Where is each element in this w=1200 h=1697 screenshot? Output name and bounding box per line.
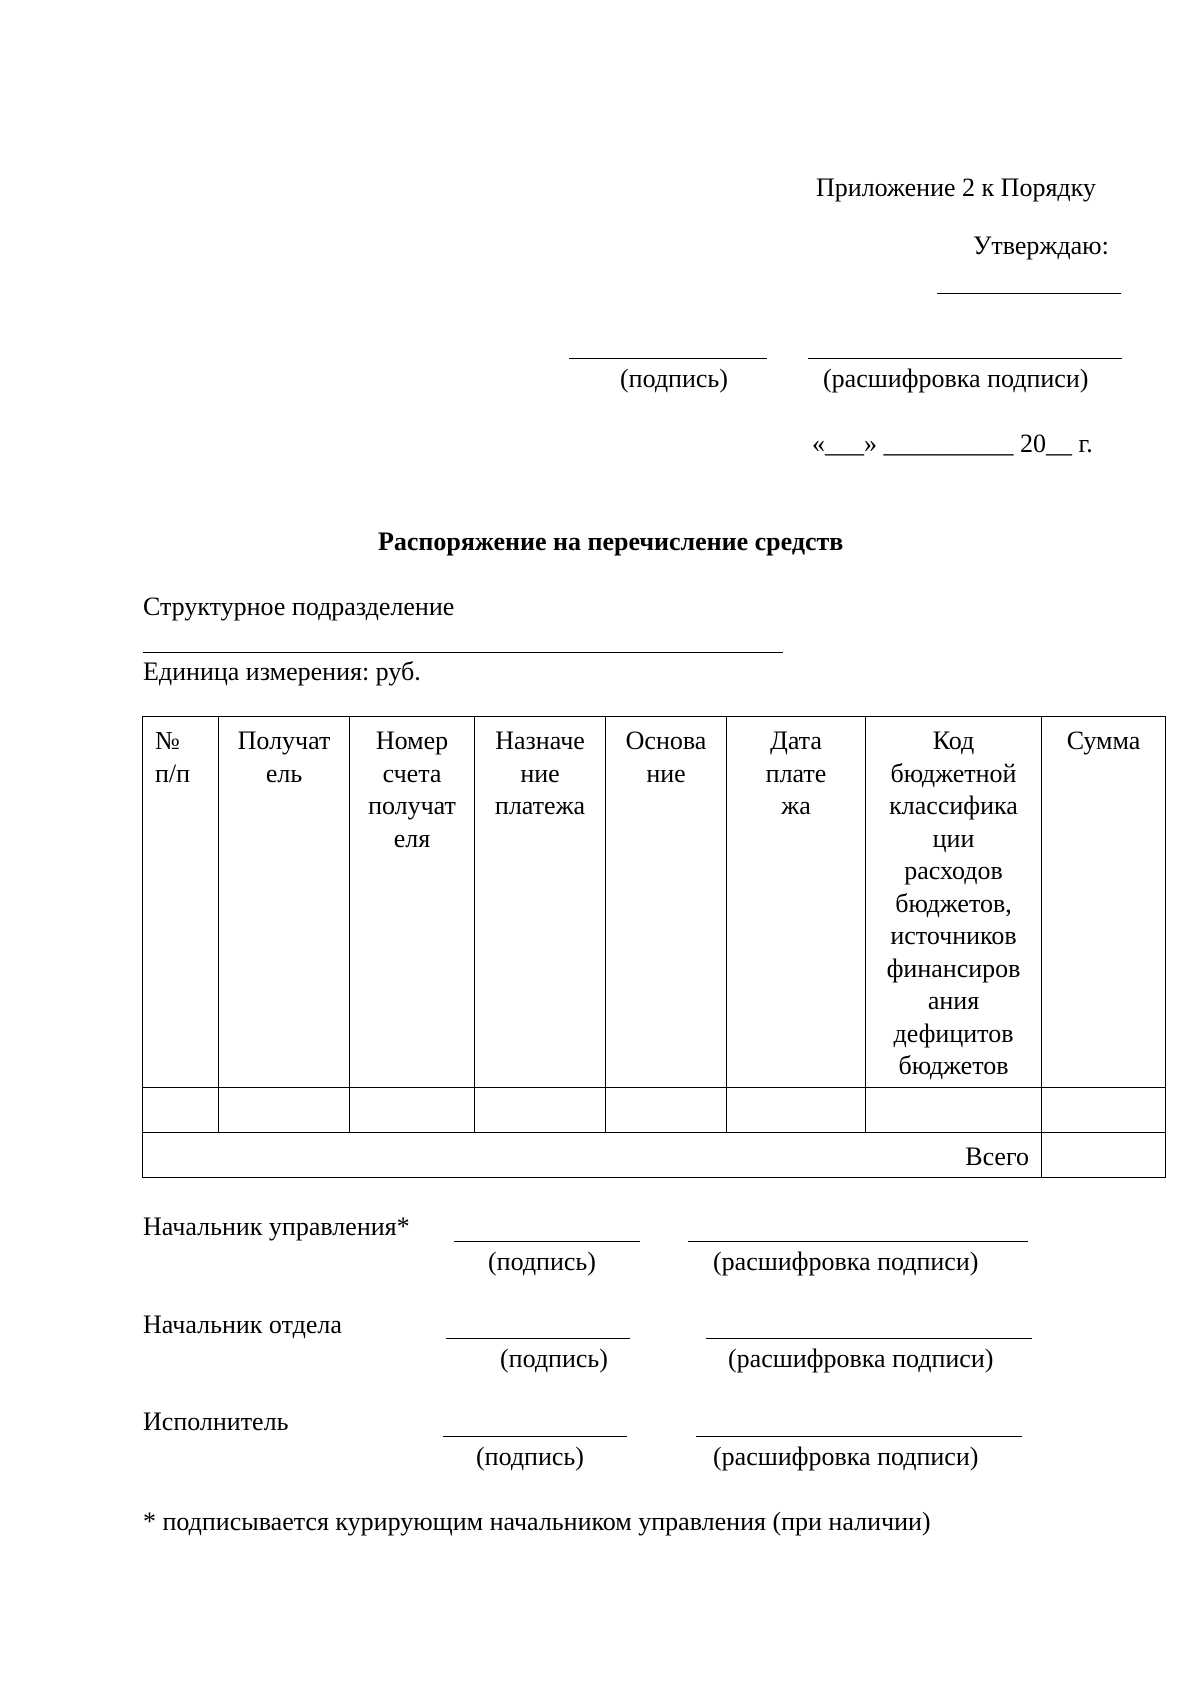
header-cell-line: ние xyxy=(646,758,686,788)
approver-signature-caption: (подпись) xyxy=(620,364,728,393)
header-cell-line: бюджетов, xyxy=(895,888,1012,918)
header-cell-line: платежа xyxy=(494,791,586,820)
unit-label: Единица измерения: руб. xyxy=(143,657,421,686)
total-amount-cell[interactable] xyxy=(1042,1132,1166,1178)
header-cell-line: плате xyxy=(765,758,827,788)
decoding-line xyxy=(696,1436,1022,1437)
appendix-label: Приложение 2 к Порядку xyxy=(816,173,1096,202)
signature-role: Исполнитель xyxy=(143,1407,289,1436)
table-cell[interactable] xyxy=(727,1087,866,1132)
header-cell-line: Код xyxy=(932,726,975,755)
header-cell-date xyxy=(727,717,866,1088)
header-cell-budget-code xyxy=(866,717,1042,1088)
header-cell-line: дефицитов xyxy=(893,1018,1014,1048)
header-cell-line: ания xyxy=(927,986,980,1015)
header-cell-line: ель xyxy=(265,758,303,788)
header-cell-line: счета xyxy=(382,758,442,788)
header-cell-line: бюджетов xyxy=(898,1051,1009,1080)
decoding-line xyxy=(688,1241,1028,1242)
decoding-caption: (расшифровка подписи) xyxy=(713,1442,979,1471)
header-cell-line: Назначе xyxy=(495,726,585,755)
approver-position-line xyxy=(937,293,1121,294)
approval-date-line: «___» __________ 20__ г. xyxy=(812,429,1093,458)
header-cell-recipient xyxy=(219,717,350,1088)
header-cell-line: ние xyxy=(520,758,560,788)
header-cell-line: Получат xyxy=(237,726,331,755)
signature-caption: (подпись) xyxy=(476,1442,584,1471)
header-cell-line: Дата xyxy=(770,726,822,755)
header-cell-line: п/п xyxy=(155,758,191,788)
signature-line xyxy=(454,1241,640,1242)
signature-line xyxy=(446,1338,630,1339)
header-cell-line: получат xyxy=(368,791,456,820)
approver-decoding-line xyxy=(808,358,1122,359)
table-cell[interactable] xyxy=(350,1087,475,1132)
decoding-line xyxy=(706,1338,1032,1339)
table-total-row xyxy=(143,1132,1166,1178)
transfer-table xyxy=(142,716,1166,1178)
approver-signature-line xyxy=(569,358,767,359)
total-label: Всего xyxy=(143,1132,1042,1178)
signature-role: Начальник управления* xyxy=(143,1212,410,1241)
subdivision-label: Структурное подразделение xyxy=(143,592,455,621)
table-cell[interactable] xyxy=(1042,1087,1166,1132)
signature-role: Начальник отдела xyxy=(143,1310,342,1339)
header-cell-amount xyxy=(1042,717,1166,1088)
subdivision-line xyxy=(143,652,783,653)
signature-caption: (подпись) xyxy=(488,1247,596,1276)
header-cell-line: Основа xyxy=(625,726,707,755)
decoding-caption: (расшифровка подписи) xyxy=(713,1247,979,1276)
header-cell-line: источников xyxy=(890,921,1017,950)
header-cell-line: классифика xyxy=(889,791,1018,820)
signature-line xyxy=(443,1436,627,1437)
approve-label: Утверждаю: xyxy=(973,231,1109,260)
approver-decoding-caption: (расшифровка подписи) xyxy=(823,364,1089,393)
header-cell-line: № xyxy=(155,726,180,755)
header-cell-line: еля xyxy=(393,823,431,853)
table-cell[interactable] xyxy=(475,1087,606,1132)
header-cell-line: жа xyxy=(781,791,811,820)
header-cell-line: бюджетной xyxy=(890,758,1017,788)
document-title: Распоряжение на перечисление средств xyxy=(378,527,844,556)
table-row xyxy=(143,1087,1166,1132)
table-cell[interactable] xyxy=(219,1087,350,1132)
header-cell-account xyxy=(350,717,475,1088)
table-cell[interactable] xyxy=(143,1087,219,1132)
header-cell-line: ции xyxy=(932,823,975,853)
table-cell[interactable] xyxy=(606,1087,727,1132)
header-cell-purpose xyxy=(475,717,606,1088)
decoding-caption: (расшифровка подписи) xyxy=(728,1344,994,1373)
header-cell-line: Номер xyxy=(375,726,449,755)
signature-caption: (подпись) xyxy=(500,1344,608,1373)
header-cell-line: Сумма xyxy=(1066,726,1141,755)
table-header-row xyxy=(143,717,1166,1088)
header-cell-line: финансиров xyxy=(886,953,1021,983)
header-cell-basis xyxy=(606,717,727,1088)
header-cell-line: расходов xyxy=(904,856,1003,885)
header-cell-number xyxy=(143,717,219,1088)
table-cell[interactable] xyxy=(866,1087,1042,1132)
footnote: * подписывается курирующим начальником управления (при наличии) xyxy=(143,1507,931,1536)
